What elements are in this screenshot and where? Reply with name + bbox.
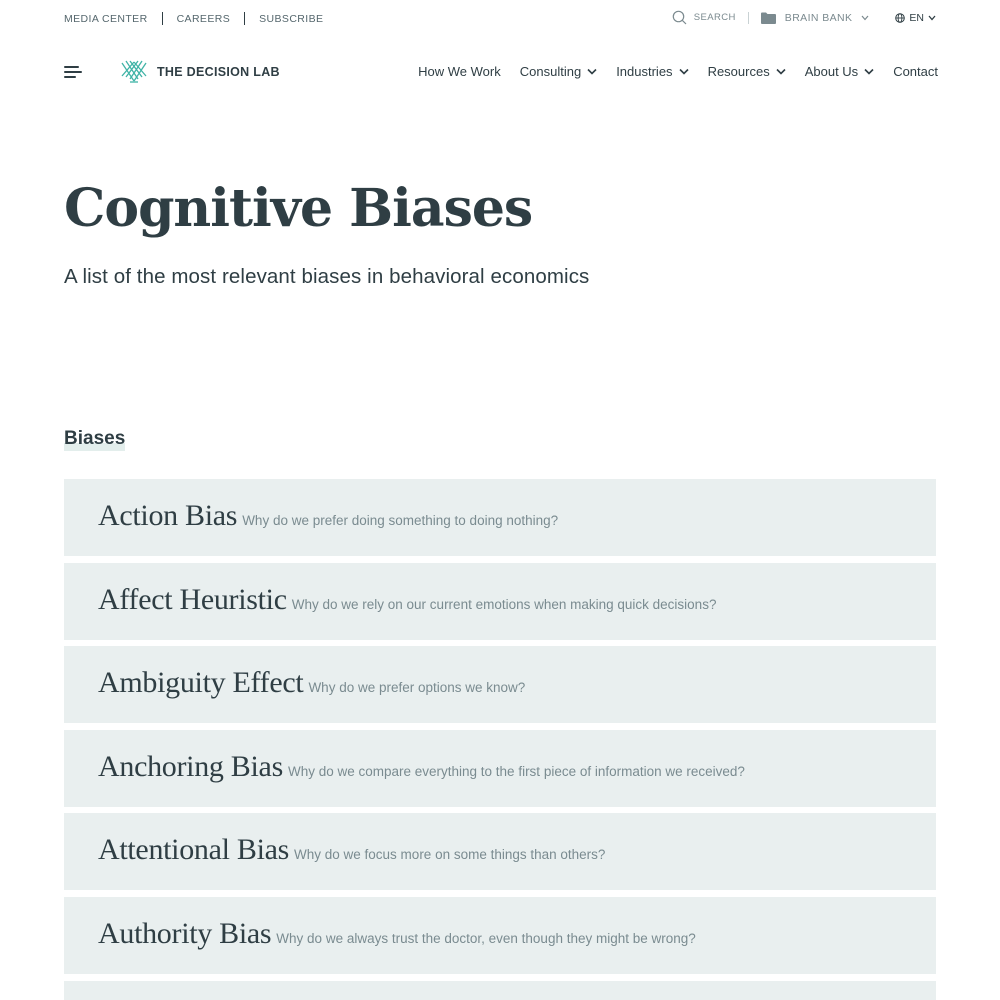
nav-label: About Us [804, 64, 859, 79]
page-subtitle: A list of the most relevant biases in behavioral economics [64, 265, 590, 288]
bias-list [64, 479, 936, 1000]
section-heading: Biases [64, 428, 126, 449]
search-label: SEARCH [693, 12, 736, 23]
page-title: Cognitive Biases [64, 178, 533, 239]
bias-card-affect-heuristic[interactable] [64, 563, 936, 640]
chevron-down-icon [928, 15, 936, 21]
nav-label: Resources [707, 64, 770, 79]
bias-card-attentional-bias[interactable] [64, 813, 936, 890]
search-button[interactable] [672, 10, 736, 25]
nav-label: Contact [893, 64, 938, 79]
bias-card-action-bias[interactable] [64, 479, 936, 556]
bias-name: Ambiguity Effect [98, 666, 304, 700]
utility-bar [0, 0, 1000, 36]
language-label: EN [909, 11, 924, 24]
bias-name: Anchoring Bias [98, 749, 283, 783]
nav-contact[interactable] [893, 64, 938, 79]
utility-divider [244, 12, 245, 25]
logo[interactable] [120, 60, 280, 84]
bias-question: Why do we compare everything to the first piece of information we received? [287, 763, 745, 779]
language-selector[interactable] [895, 12, 936, 24]
chevron-down-icon [776, 68, 786, 75]
bias-name: Affect Heuristic [98, 582, 287, 616]
decision-lab-logo-icon [120, 60, 148, 84]
bias-card-authority-bias[interactable] [64, 897, 936, 974]
chevron-down-icon [861, 15, 869, 21]
bias-name: Action Bias [98, 499, 238, 532]
nav-links [418, 64, 938, 79]
bias-card-anchoring-bias[interactable] [64, 730, 936, 807]
main-nav [0, 52, 1000, 92]
brain-bank-button[interactable] [761, 12, 870, 24]
bias-question: Why do we focus more on some things than others? [294, 847, 606, 863]
media-center-link[interactable]: MEDIA CENTER [64, 12, 148, 25]
logo-text: THE DECISION LAB [157, 65, 280, 79]
globe-icon [895, 13, 905, 23]
nav-consulting[interactable] [520, 64, 597, 79]
utility-actions [672, 10, 936, 25]
nav-resources[interactable] [708, 64, 786, 79]
brain-bank-label: BRAIN BANK [784, 11, 853, 24]
nav-industries[interactable] [616, 64, 688, 79]
utility-divider [748, 12, 749, 24]
nav-label: Industries [616, 64, 673, 79]
utility-divider [162, 12, 163, 25]
chevron-down-icon [864, 68, 874, 75]
bias-question: Why do we prefer options we know? [308, 680, 526, 696]
folder-icon [761, 12, 776, 24]
nav-label: Consulting [519, 64, 582, 79]
bias-question: Why do we prefer doing something to doing nothing? [242, 513, 559, 528]
bias-question: Why do we rely on our current emotions when making quick decisions? [291, 596, 717, 612]
search-icon [672, 10, 687, 25]
bias-card-partial[interactable] [64, 981, 936, 1000]
subscribe-link[interactable]: SUBSCRIBE [259, 12, 324, 25]
careers-link[interactable]: CAREERS [176, 12, 231, 25]
nav-how-we-work[interactable] [418, 64, 501, 79]
chevron-down-icon [679, 68, 689, 75]
nav-about-us[interactable] [805, 64, 874, 79]
nav-label: How We Work [418, 64, 501, 79]
bias-question: Why do we always trust the doctor, even though they might be wrong? [276, 930, 696, 946]
bias-name: Attentional Bias [98, 833, 290, 867]
bias-name: Authority Bias [98, 916, 272, 950]
chevron-down-icon [587, 68, 597, 75]
hamburger-menu-icon[interactable] [64, 66, 82, 80]
utility-links [64, 12, 323, 25]
bias-card-ambiguity-effect[interactable] [64, 646, 936, 723]
